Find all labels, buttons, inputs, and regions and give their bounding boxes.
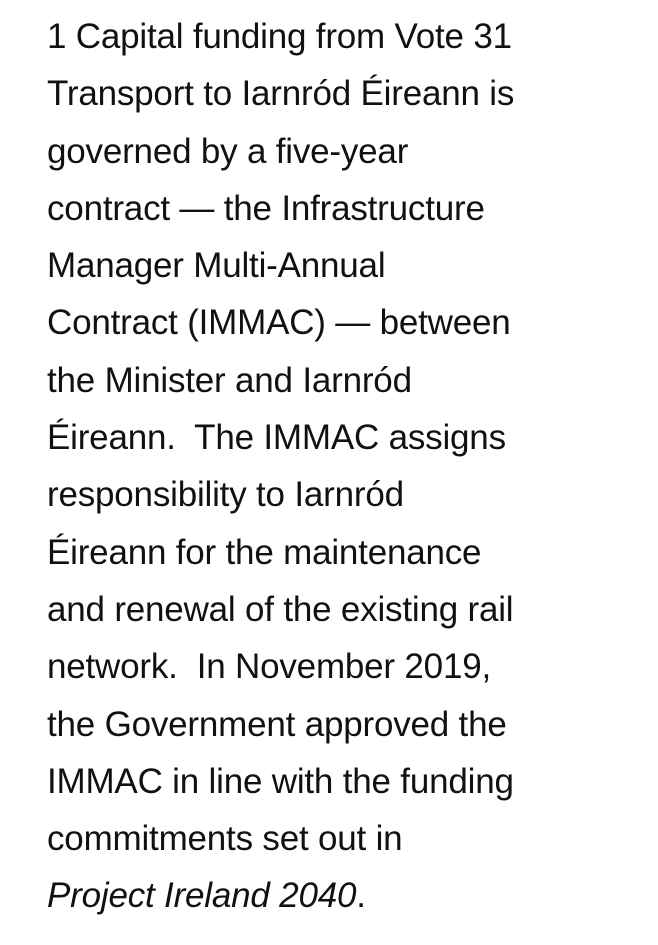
text-line: 1 Capital funding from Vote 31 (47, 17, 512, 56)
italic-title: Project Ireland 2040 (47, 876, 357, 916)
text-line: and renewal of the existing rail (47, 589, 514, 629)
text-line: responsibility to Iarnród (47, 475, 404, 515)
text-line: Éireann for the maintenance (47, 532, 482, 572)
footnote-paragraph (47, 8, 647, 925)
final-period: . (356, 876, 366, 916)
text-line: commitments set out in (47, 819, 403, 859)
text-line: IMMAC in line with the funding (47, 761, 514, 801)
text-line: Transport to Iarnród Éireann is (47, 74, 515, 114)
text-line: Éireann. The IMMAC assigns (47, 418, 506, 458)
text-line: the Minister and Iarnród (47, 360, 412, 400)
text-line: Manager Multi-Annual (47, 246, 386, 286)
text-line: network. In November 2019, (47, 647, 491, 687)
text-line-final (47, 867, 647, 924)
text-line: governed by a five-year (47, 131, 409, 171)
text-line: contract — the Infrastructure (47, 188, 485, 228)
text-line: the Government approved the (47, 704, 507, 744)
text-line: Contract (IMMAC) — between (47, 303, 511, 343)
